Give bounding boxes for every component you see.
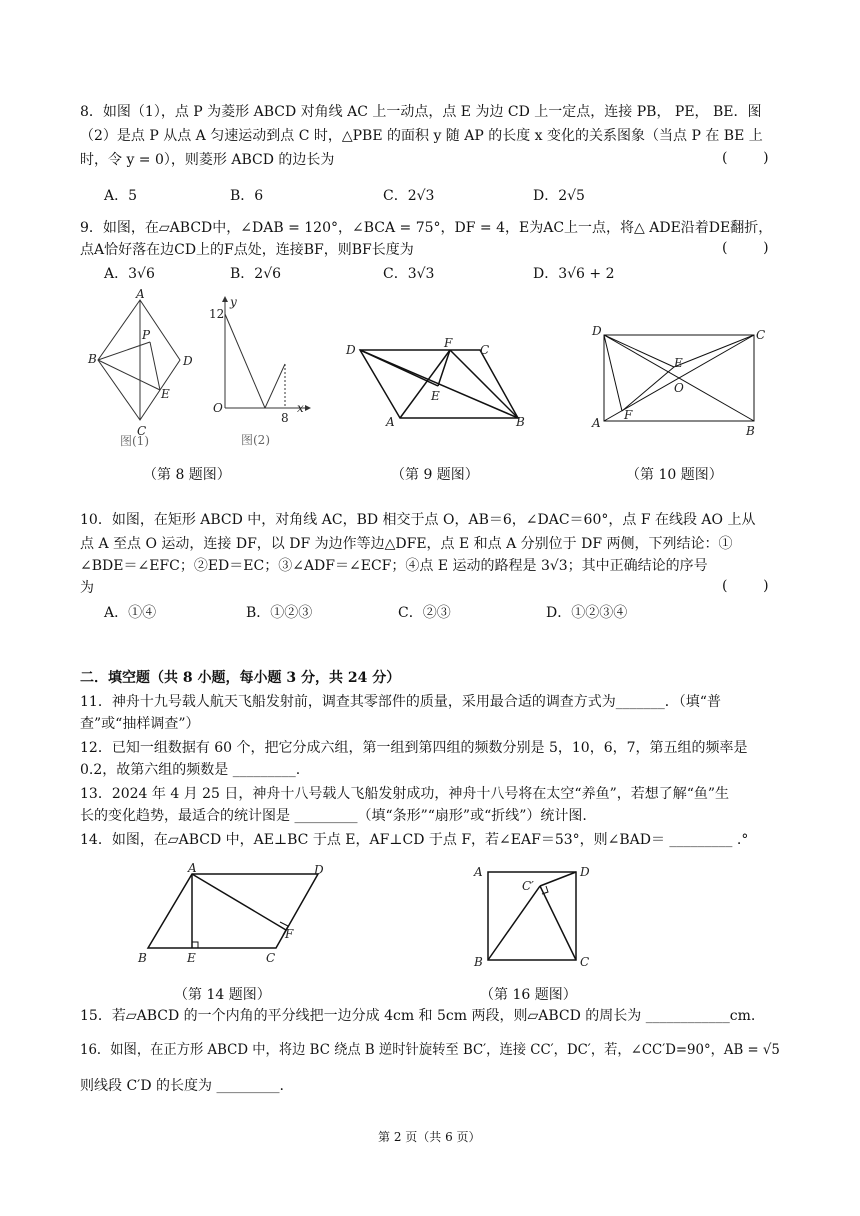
graph-label-y: y — [230, 295, 237, 309]
fig9-label-e: E — [431, 389, 440, 403]
q12-line1: 12．已知一组数据有 60 个，把它分成六组，第一组到第四组的频数分别是 5，10，6，7，第五组的频率是 — [80, 740, 748, 756]
fig14-label-b: B — [138, 951, 147, 965]
q16-line1: 16．如图，在正方形 ABCD 中，将边 BC 绕点 B 逆时针旋转至 BC′，连接 CC′，DC′，若，∠CC′D=90°，AB = √5 — [80, 1042, 780, 1058]
page-footer: 第 2 页（共 6 页） — [378, 1130, 481, 1144]
fig16-label-a: A — [474, 865, 483, 879]
q9-line1: 9．如图，在▱ABCD中，∠DAB = 120°，∠BCA = 75°，DF = 4，E为AC上一点，将△ ADE沿着DE翻折， — [80, 220, 773, 236]
figure-8-rhombus — [80, 287, 200, 450]
fig8-label-a: A — [136, 287, 145, 301]
fig9-label-d: D — [346, 343, 356, 357]
q8-line3: 时，令 y = 0），则菱形 ABCD 的边长为 — [80, 152, 335, 168]
q10-line4: 为 — [80, 580, 94, 596]
q10-line3: ∠BDE＝∠EFC；②ED＝EC；③∠ADF＝∠ECF；④点 E 运动的路程是 3√3；其中正确结论的序号 — [80, 558, 708, 574]
fig10-label-f: F — [624, 408, 633, 422]
q12-line2: 0.2，故第六组的频数是 _________. — [80, 762, 301, 778]
caption-q8: （第 8 题图） — [143, 467, 231, 483]
fig8-label-d: D — [183, 354, 193, 368]
graph-label-origin: O — [213, 401, 223, 415]
fig8-label-e: E — [161, 387, 170, 401]
q8-line2: （2）是点 P 从点 A 匀速运动到点 C 时，△PBE 的面积 y 随 AP 的长度 x 变化的关系图象（当点 P 在 BE 上 — [80, 128, 763, 144]
fig10-label-b: B — [746, 424, 755, 438]
q13-line2: 长的变化趋势，最适合的统计图是 _________（填“条形”“扇形”或“折线”）统计图. — [80, 808, 587, 824]
figure-16-square — [470, 862, 600, 972]
fig8-label-c: C — [137, 424, 147, 438]
q8-option-c: C．2√3 — [383, 188, 435, 204]
q9-option-a: A．3√6 — [104, 266, 155, 282]
fig8-label-b: B — [88, 352, 97, 366]
fig16-label-c: C — [580, 955, 590, 969]
fig14-label-f: F — [285, 927, 294, 941]
q9-answer-paren: ( ) — [722, 240, 769, 256]
q14-line1: 14．如图，在▱ABCD 中，AE⊥BC 于点 E，AF⊥CD 于点 F，若∠EAF＝53°，则∠BAD＝ _________ .° — [80, 832, 749, 848]
q10-option-b: B．①②③ — [246, 605, 313, 621]
fig9-label-b: B — [516, 415, 525, 429]
fig16-label-d: D — [580, 865, 590, 879]
fig10-label-a: A — [592, 416, 601, 430]
fig10-label-d: D — [592, 324, 602, 338]
fig10-label-o: O — [674, 381, 684, 395]
q11-line1: 11．神舟十九号载人航天飞船发射前，调查其零部件的质量，采用最合适的调查方式为_______．（填“普 — [80, 694, 721, 710]
figure-10-rectangle — [590, 325, 770, 440]
q10-option-d: D．①②③④ — [546, 605, 628, 621]
q9-option-b: B．2√6 — [230, 266, 282, 282]
fig14-label-e: E — [187, 951, 196, 965]
figure-8-graph — [205, 296, 315, 451]
graph-label-x: x — [297, 401, 304, 415]
fig14-label-a: A — [188, 861, 197, 875]
caption-q16: （第 16 题图） — [480, 987, 577, 1003]
fig8-label-p: P — [142, 328, 151, 342]
q16-line2: 则线段 C′D 的长度为 _________. — [80, 1078, 284, 1094]
caption-q10: （第 10 题图） — [626, 467, 723, 483]
fig8-caption-2: 图(2) — [241, 433, 270, 447]
figure-14-parallelogram — [136, 862, 336, 972]
section2-heading: 二．填空题（共 8 小题，每小题 3 分，共 24 分） — [80, 670, 401, 686]
graph-label-x8: 8 — [281, 411, 289, 425]
q15-line1: 15．若▱ABCD 的一个内角的平分线把一边分成 4cm 和 5cm 两段，则▱ABCD 的周长为 ____________cm. — [80, 1008, 756, 1024]
q8-option-a: A．5 — [104, 188, 138, 204]
q9-line2: 点A恰好落在边CD上的F点处，连接BF，则BF长度为 — [80, 242, 414, 258]
figure-9-parallelogram — [342, 338, 532, 433]
q8-line1: 8．如图（1），点 P 为菱形 ABCD 对角线 AC 上一动点，点 E 为边 CD 上一定点，连接 PB， PE， BE．图 — [80, 104, 762, 120]
q8-option-b: B．6 — [230, 188, 264, 204]
q10-answer-paren: ( ) — [722, 578, 769, 594]
fig9-label-a: A — [386, 415, 395, 429]
fig9-label-c: C — [480, 343, 490, 357]
q10-option-a: A．①④ — [104, 605, 157, 621]
q10-line2: 点 A 至点 O 运动，连接 DF，以 DF 为边作等边△DFE，点 E 和点 A 分别位于 DF 两侧，下列结论：① — [80, 536, 733, 552]
fig14-label-c: C — [266, 951, 276, 965]
q8-answer-paren: ( ) — [722, 150, 769, 166]
q8-option-d: D．2√5 — [533, 188, 585, 204]
fig10-label-c: C — [756, 328, 766, 342]
fig16-label-b: B — [474, 955, 483, 969]
q10-line1: 10．如图，在矩形 ABCD 中，对角线 AC，BD 相交于点 O，AB＝6，∠DAC＝60°，点 F 在线段 AO 上从 — [80, 512, 756, 528]
fig14-label-d: D — [314, 863, 324, 877]
q9-option-c: C．3√3 — [383, 266, 435, 282]
fig16-label-c-prime: C′ — [522, 879, 534, 893]
fig9-label-f: F — [444, 336, 453, 350]
caption-q9: （第 9 题图） — [391, 467, 479, 483]
graph-label-y12: 12 — [209, 307, 225, 321]
q11-line2: 查”或“抽样调查”） — [80, 716, 200, 732]
q13-line1: 13．2024 年 4 月 25 日，神舟十八号载人飞船发射成功，神舟十八号将在太空“养鱼”，若想了解“鱼”生 — [80, 786, 730, 802]
caption-q14: （第 14 题图） — [174, 987, 271, 1003]
q10-option-c: C．②③ — [398, 605, 451, 621]
fig8-caption-1: 图(1) — [120, 434, 149, 448]
fig10-label-e: E — [674, 356, 683, 370]
q9-option-d: D．3√6 + 2 — [533, 266, 615, 282]
